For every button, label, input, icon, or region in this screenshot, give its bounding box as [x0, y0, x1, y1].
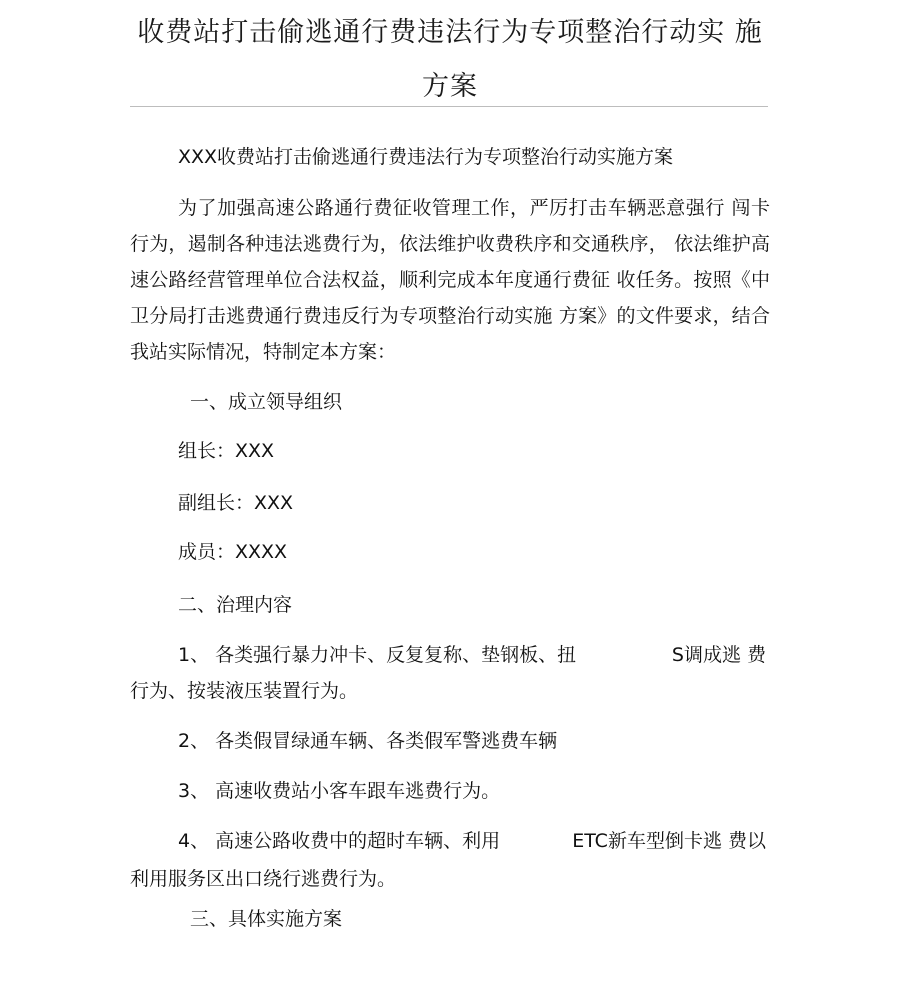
section-heading-governance: 二、治理内容 [178, 594, 293, 616]
document-title-line-2: 方案 [422, 71, 478, 102]
members-line: 成员：XXXX [178, 541, 288, 563]
list-item-2: 2、 各类假冒绿通车辆、各类假军警逃费车辆 [178, 730, 558, 752]
list-item-1-text-end: S调成逃 费 [671, 644, 766, 666]
list-item-4-text: 4、 高速公路收费中的超时车辆、利用 [178, 830, 501, 852]
intro-paragraph: 为了加强高速公路通行费征收管理工作，严厉打击车辆恶意强行 闯卡行为，遏制各种违法逃费行为，依法维护收费秩序和交通秩序， 依法维护高速公路经营管理单位合法权益，顺利完成本年度通行费征 收任务。按照《中卫分局打击逃费通行费违反行为专项整治行动实施 方案》的文件要求，结合我站实际情况，特制定本方案： [130, 197, 770, 363]
deputy-leader-line: 副组长：XXX [178, 492, 294, 514]
list-item-4-continuation: 利用服务区出口绕行逃费行为。 [130, 868, 397, 890]
document-title-line-1: 收费站打击偷逃通行费违法行为专项整治行动实 施 [137, 17, 763, 48]
section-heading-implementation: 三、具体实施方案 [190, 908, 343, 930]
leader-line: 组长：XXX [178, 440, 275, 462]
list-item-4-text-end: ETC新车型倒卡逃 费以 [572, 830, 766, 852]
list-item-1-continuation: 行为、按装液压装置行为。 [130, 680, 359, 702]
list-item-4 [130, 828, 766, 854]
section-heading-organization: 一、成立领导组织 [190, 391, 343, 413]
document-subtitle: XXX收费站打击偷逃通行费违法行为专项整治行动实施方案 [178, 146, 674, 168]
list-item-3: 3、 高速收费站小客车跟车逃费行为。 [178, 780, 501, 802]
title-divider [130, 106, 768, 107]
list-item-1 [130, 642, 766, 668]
list-item-1-text: 1、 各类强行暴力冲卡、反复复称、垫钢板、扭 [178, 644, 577, 666]
